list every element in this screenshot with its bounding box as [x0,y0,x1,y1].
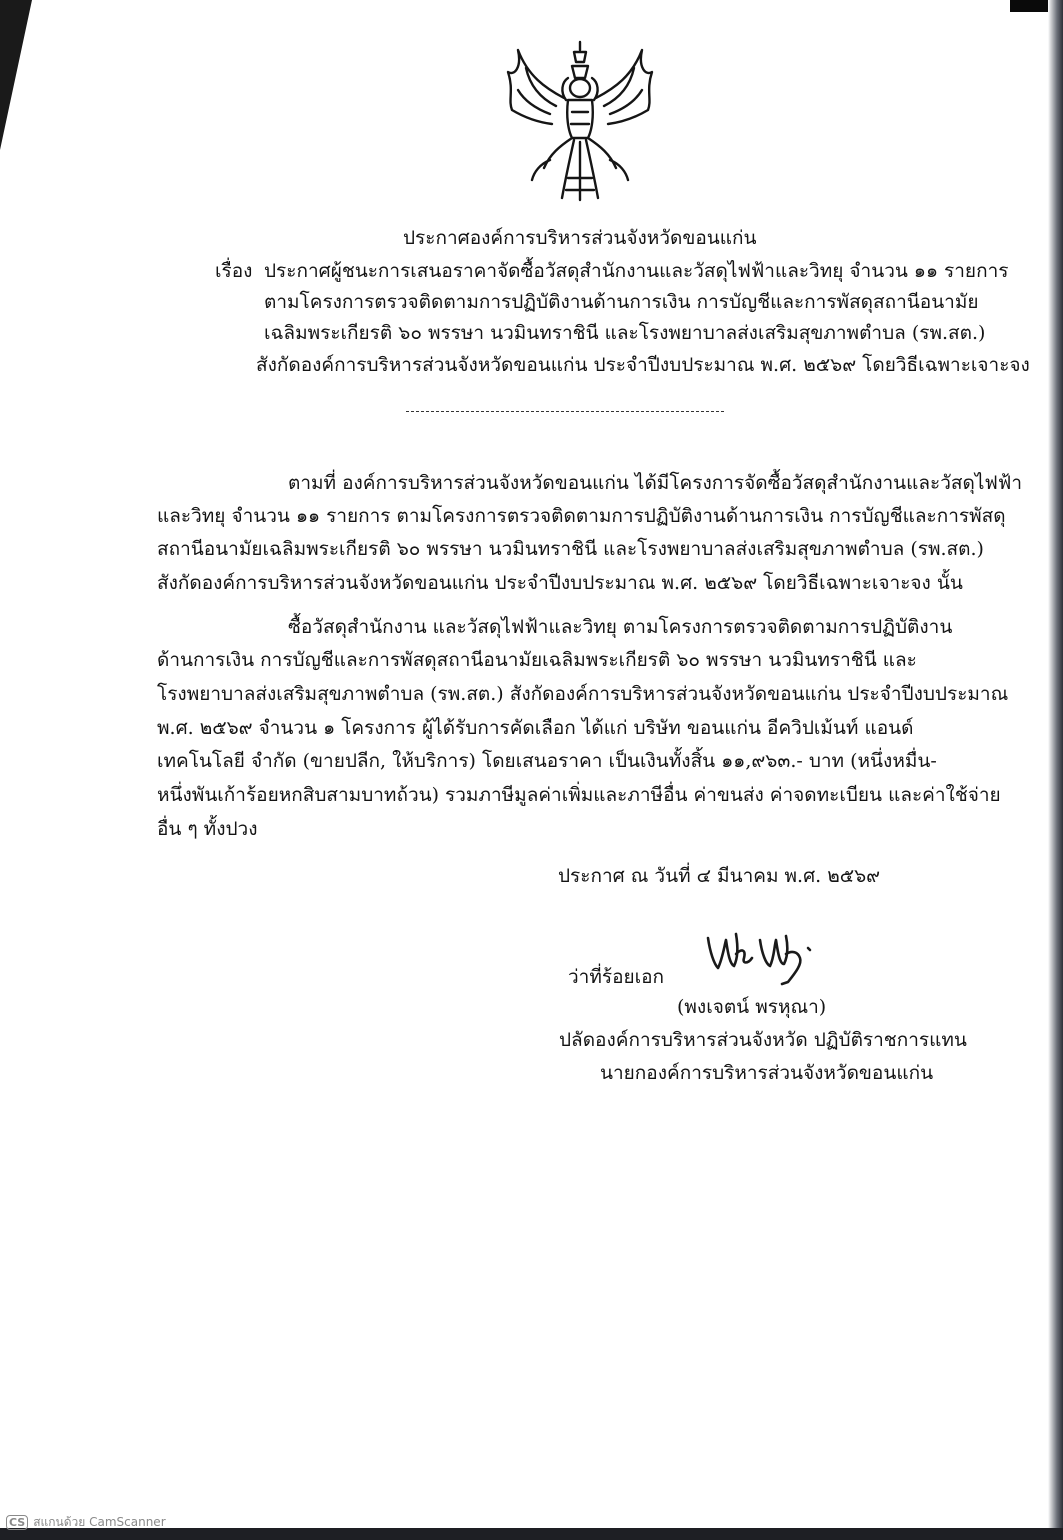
signatory-name: (พงเจตน์ พรหุณา) [677,996,827,1018]
subject-line-1: ประกาศผู้ชนะการเสนอราคาจัดซื้อวัสดุสำนักงานและวัสดุไฟฟ้าและวิทยุ จำนวน ๑๑ รายการ [264,260,1009,282]
paragraph2-line-4: พ.ศ. ๒๕๖๙ จำนวน ๑ โครงการ ผู้ได้รับการคัดเลือก ได้แก่ บริษัท ขอนแก่น อีควิปเม้นท์ แอนด์ [157,717,914,739]
document-title: ประกาศองค์การบริหารส่วนจังหวัดขอนแก่น [403,227,757,249]
paragraph1-line-3: สถานีอนามัยเฉลิมพระเกียรติ ๖๐ พรรษา นวมินทราชินี และโรงพยาบาลส่งเสริมสุขภาพตำบล (รพ.สต.) [157,538,984,560]
paragraph2-line-7: อื่น ๆ ทั้งปวง [157,818,258,840]
paragraph2-line-2: ด้านการเงิน การบัญชีและการพัสดุสถานีอนามัยเฉลิมพระเกียรติ ๖๐ พรรษา นวมินทราชินี และ [157,649,917,671]
scan-right-edge [1048,0,1063,1540]
subject-line-4: สังกัดองค์การบริหารส่วนจังหวัดขอนแก่น ประจำปีงบประมาณ พ.ศ. ๒๕๖๙ โดยวิธีเฉพาะเจาะจง [256,354,1030,376]
scan-corner-shadow [0,0,32,150]
paragraph2-line-3: โรงพยาบาลส่งเสริมสุขภาพตำบล (รพ.สต.) สังกัดองค์การบริหารส่วนจังหวัดขอนแก่น ประจำปีงบประมาณ [157,683,1009,705]
garuda-emblem-icon [500,38,660,203]
camscanner-logo-icon: CS [6,1515,28,1530]
paragraph2-line-1: ซื้อวัสดุสำนักงาน และวัสดุไฟฟ้าและวิทยุ ตามโครงการตรวจติดตามการปฏิบัติงาน [288,616,953,638]
paragraph2-line-5: เทคโนโลยี จำกัด (ขายปลีก, ให้บริการ) โดยเสนอราคา เป็นเงินทั้งสิ้น ๑๑,๙๖๓.- บาท (หนึ่งหมื่น- [157,750,937,772]
watermark-text: สแกนด้วย CamScanner [33,1515,166,1529]
signatory-position-1: ปลัดองค์การบริหารส่วนจังหวัด ปฏิบัติราชการแทน [559,1029,967,1051]
paragraph1-line-4: สังกัดองค์การบริหารส่วนจังหวัดขอนแก่น ประจำปีงบประมาณ พ.ศ. ๒๕๖๙ โดยวิธีเฉพาะเจาะจง นั้น [157,572,963,594]
paragraph2-line-6: หนึ่งพันเก้าร้อยหกสิบสามบาทถ้วน) รวมภาษีมูลค่าเพิ่มและภาษีอื่น ค่าขนส่ง ค่าจดทะเบียน และค่าใช้จ่าย [157,784,1001,806]
signatory-position-2: นายกองค์การบริหารส่วนจังหวัดขอนแก่น [600,1062,934,1084]
subject-line-3: เฉลิมพระเกียรติ ๖๐ พรรษา นวมินทราชินี และโรงพยาบาลส่งเสริมสุขภาพตำบล (รพ.สต.) [264,322,986,344]
paragraph1-line-1: ตามที่ องค์การบริหารส่วนจังหวัดขอนแก่น ได้มีโครงการจัดซื้อวัสดุสำนักงานและวัสดุไฟฟ้า [288,472,1022,494]
subject-line-2: ตามโครงการตรวจติดตามการปฏิบัติงานด้านการเงิน การบัญชีและการพัสดุสถานีอนามัย [264,291,979,313]
announcement-date: ประกาศ ณ วันที่ ๔ มีนาคม พ.ศ. ๒๕๖๙ [558,865,881,887]
separator-line [406,411,724,412]
signature-icon [702,924,822,986]
signatory-rank: ว่าที่ร้อยเอก [568,966,665,988]
camscanner-watermark [6,1513,166,1532]
paragraph1-line-2: และวิทยุ จำนวน ๑๑ รายการ ตามโครงการตรวจติดตามการปฏิบัติงานด้านการเงิน การบัญชีและการพัสดุ [157,505,1006,527]
subject-label: เรื่อง [215,260,253,282]
